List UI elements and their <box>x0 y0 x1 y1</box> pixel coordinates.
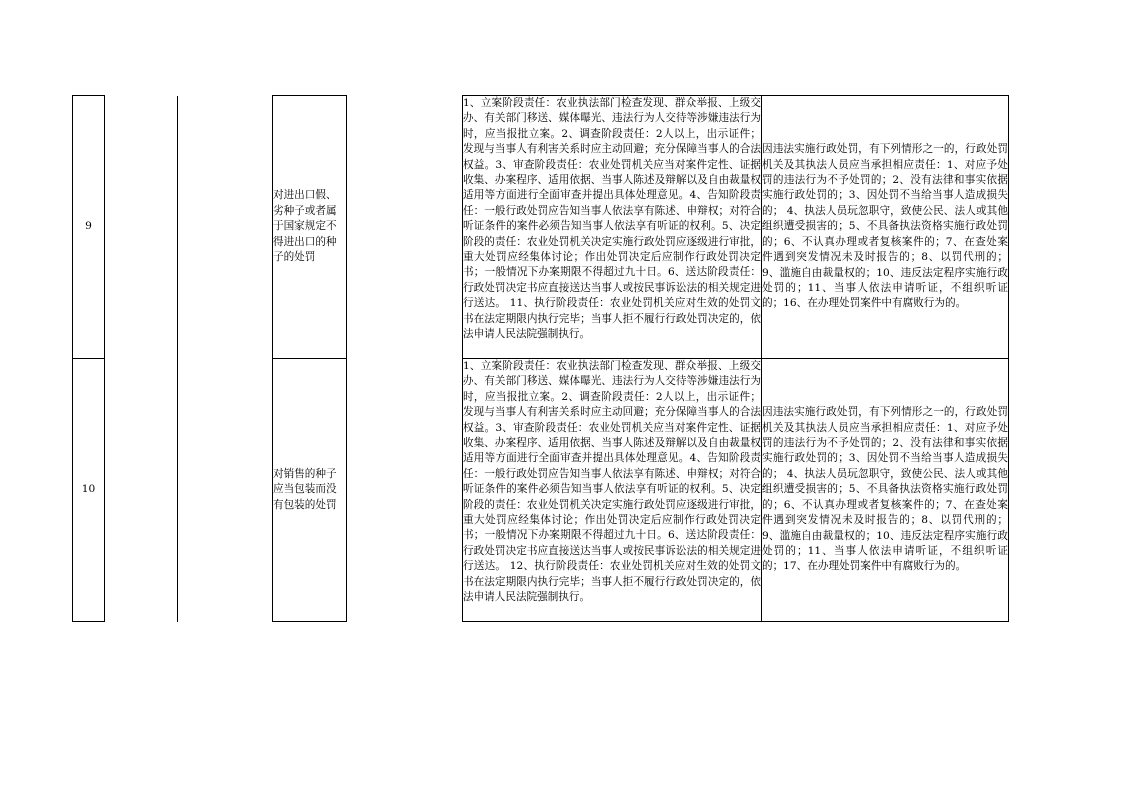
responsibility-cell <box>463 96 762 359</box>
empty-cell <box>105 359 178 622</box>
responsibility-text: 1、立案阶段责任：农业执法部门检查发现、群众举报、上级交办、有关部门移送、媒体曝光、违法行为人交待等涉嫌违法行为时，应当报批立案。2、调查阶段责任：2人以上，出示证件；发现与当事人有利害关系时应主动回避；充分保障当事人的合法权益。3、审查阶段责任：农业处罚机关应当对案件定性、证据收集、办案程序、适用依据、当事人陈述及辩解以及自由裁量权适用等方面进行全面审查并提出具体处理意见。4、告知阶段责任：一般行政处罚应告知当事人依法享有陈述、申辩权；对符合听证条件的案件必须告知当事人依法享有听证的权利。5、决定阶段的责任：农业处罚机关决定实施行政处罚应逐级进行审批，重大处罚应经集体讨论；作出处罚决定后应制作行政处罚决定书；一般情况下办案期限不得超过九十日。6、送达阶段责任：行政处罚决定书应直接送达当事人或按民事诉讼法的相关规定进行送达。 11、执行阶段责任：农业处罚机关应对生效的处罚文书在法定期限内执行完毕；当事人拒不履行行政处罚决定的，依法申请人民法院强制执行。 <box>463 97 761 341</box>
liability-text: 因违法实施行政处罚，有下列情形之一的，行政处罚机关及其执法人员应当承担相应责任：1、对应予处罚的违法行为不予处罚的；2、没有法律和事实依据实施行政处罚的；3、因处罚不当给当事人造成损失的； 4、执法人员玩忽职守，致使公民、法人或其他组织遭受损害的；5、不具备执法资格实施行政处罚的；6、不认真办理或者复核案件的；7、在查处案件遇到突发情况未及时报告的；8、以罚代刑的；9、滥施自由裁量权的；10、违反法定程序实施行政处罚的；11、当事人依法申请听证，不组织听证的；17、在办理处罚案件中有腐败行为的。 <box>762 406 1008 573</box>
responsibility-cell <box>463 359 762 622</box>
empty-cell <box>178 359 273 622</box>
responsibility-text: 1、立案阶段责任：农业执法部门检查发现、群众举报、上级交办、有关部门移送、媒体曝光、违法行为人交待等涉嫌违法行为时，应当报批立案。2、调查阶段责任：2人以上，出示证件；发现与当事人有利害关系时应主动回避；充分保障当事人的合法权益。3、审查阶段责任：农业处罚机关应当对案件定性、证据收集、办案程序、适用依据、当事人陈述及辩解以及自由裁量权适用等方面进行全面审查并提出具体处理意见。4、告知阶段责任：一般行政处罚应告知当事人依法享有陈述、申辩权；对符合听证条件的案件必须告知当事人依法享有听证的权利。5、决定阶段的责任：农业处罚机关决定实施行政处罚应逐级进行审批，重大处罚应经集体讨论；作出处罚决定后应制作行政处罚决定书；一般情况下办案期限不得超过九十日。6、送达阶段责任：行政处罚决定书应直接送达当事人或按民事诉讼法的相关规定进行送达。 12、执行阶段责任：农业处罚机关应对生效的处罚文书在法定期限内执行完毕；当事人拒不履行行政处罚决定的，依法申请人民法院强制执行。 <box>463 360 761 604</box>
penalty-table <box>72 95 1009 622</box>
item-name-cell: 对进出口假、劣种子或者属于国家规定不得进出口的种子的处罚 <box>273 96 347 359</box>
empty-cell <box>178 96 273 359</box>
empty-cell <box>347 359 463 622</box>
empty-cell <box>347 96 463 359</box>
empty-cell <box>105 96 178 359</box>
liability-text: 因违法实施行政处罚，有下列情形之一的，行政处罚机关及其执法人员应当承担相应责任：1、对应予处罚的违法行为不予处罚的；2、没有法律和事实依据实施行政处罚的；3、因处罚不当给当事人造成损失的； 4、执法人员玩忽职守，致使公民、法人或其他组织遭受损害的；5、不具备执法资格实施行政处罚的；6、不认真办理或者复核案件的；7、在查处案件遇到突发情况未及时报告的；8、以罚代刑的；9、滥施自由裁量权的；10、违反法定程序实施行政处罚的；11、当事人依法申请听证，不组织听证的；16、在办理处罚案件中有腐败行为的。 <box>762 143 1008 310</box>
table-row <box>73 96 1009 359</box>
row-number: 10 <box>73 359 105 622</box>
liability-cell <box>762 96 1009 359</box>
liability-cell <box>762 359 1009 622</box>
item-name-cell: 对销售的种子应当包装而没有包装的处罚 <box>273 359 347 622</box>
row-number: 9 <box>73 96 105 359</box>
table-row <box>73 359 1009 622</box>
